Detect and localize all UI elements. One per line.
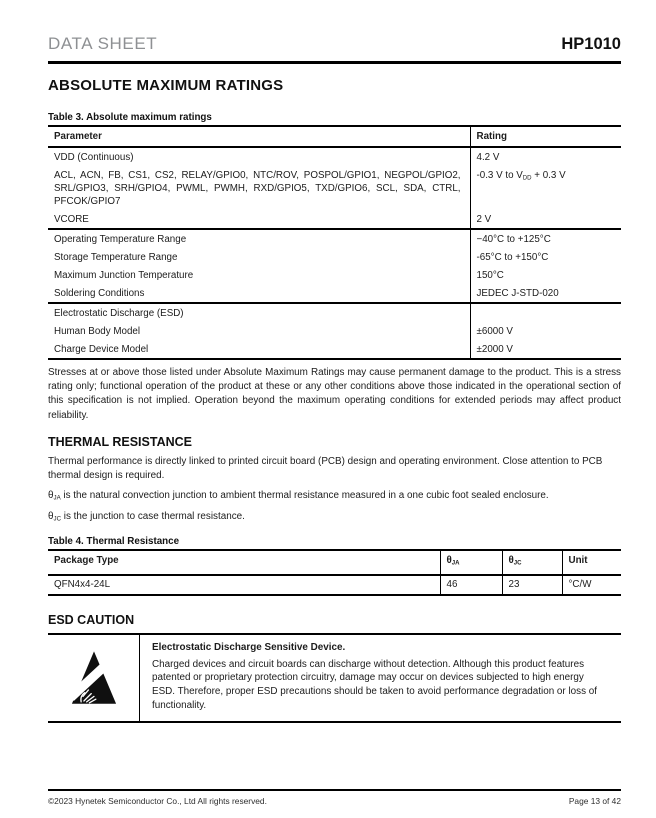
param-cell: Storage Temperature Range [48, 248, 470, 266]
param-cell: Human Body Model [48, 322, 470, 340]
part-number: HP1010 [561, 35, 621, 53]
theta-symbol: θ [508, 555, 514, 567]
rating-cell: ±6000 V [476, 325, 513, 337]
esd-triangle-hand-icon [71, 650, 117, 706]
table-row [48, 147, 621, 166]
table-row [48, 575, 621, 595]
table4-header-row [48, 550, 621, 575]
rating-text: -0.3 V to V [476, 169, 523, 181]
thermal-resistance-title: THERMAL RESISTANCE [48, 434, 192, 449]
table3-header-rating: Rating [470, 126, 621, 147]
esd-icon-cell [48, 635, 140, 721]
esd-caution-title: ESD CAUTION [48, 612, 135, 627]
theta-ja-subscript: JA [53, 494, 61, 502]
page-footer [48, 789, 621, 806]
table-row [48, 303, 621, 322]
table-row [48, 340, 621, 359]
param-cell: ACL, ACN, FB, CS1, CS2, RELAY/GPIO0, NTC/ROV, POSPOL/GPIO1, NEGPOL/GPIO2, SRL/GPIO3, SRH/GPIO4, PWML, PWMH, RXD/GPIO5, TXD/GPIO6, SCL, SDA, CTRL, PFCOK/GPIO7 [48, 166, 470, 210]
table4-header-unit: Unit [562, 550, 621, 575]
param-cell: Charge Device Model [48, 340, 470, 359]
table3-caption: Table 3. Absolute maximum ratings [48, 112, 212, 123]
param-cell: Soldering Conditions [48, 284, 470, 303]
rating-cell: ±2000 V [476, 343, 513, 355]
rating-cell [470, 166, 621, 210]
rating-cell: JEDEC J-STD-020 [476, 287, 559, 299]
param-cell: VCORE [48, 210, 470, 229]
page-title: ABSOLUTE MAXIMUM RATINGS [48, 77, 284, 94]
table-row [48, 322, 621, 340]
rating-cell: 150°C [476, 269, 504, 281]
theta-jc-note [48, 510, 621, 526]
theta-ja-text: is the natural convection junction to ambient thermal resistance measured in a one cubic foot sealed enclosure. [60, 489, 549, 501]
table4-header-theta-jc [502, 550, 562, 575]
rating-cell: −40°C to +125°C [470, 229, 621, 248]
esd-notice-body: Charged devices and circuit boards can discharge without detection. Although this product features patented or proprietary protection circuitry, damage may occur on devices subjected to high energy ESD. Therefore, proper ESD precautions should be taken to avoid performance degradation or loss of functionality. [152, 658, 597, 711]
rating-text: + 0.3 V [531, 169, 566, 181]
theta-jc-subscript: JC [53, 515, 61, 523]
theta-symbol: θ [48, 489, 54, 501]
table-row [48, 248, 621, 266]
theta-symbol: θ [48, 510, 54, 522]
param-cell: Maximum Junction Temperature [48, 266, 470, 284]
esd-caution-box [48, 633, 621, 723]
theta-ja-cell: 46 [440, 575, 502, 595]
esd-notice-title: Electrostatic Discharge Sensitive Device. [152, 641, 346, 653]
table4-header-theta-ja [440, 550, 502, 575]
theta-symbol: θ [446, 555, 452, 567]
package-cell: QFN4x4-24L [48, 575, 440, 595]
table3-header-row [48, 126, 621, 147]
theta-jc-cell: 23 [502, 575, 562, 595]
rating-cell: 4.2 V [476, 151, 500, 163]
absolute-maximum-ratings-table [48, 125, 621, 360]
stress-note: Stresses at or above those listed under Absolute Maximum Ratings may cause permanent damage to the product. This is a stress rating only; functional operation of the product at these or any other conditions above those indicated in the operational section of this specification is not implied. Operation beyond the maximum operating conditions for extended periods may affect product reliability. [48, 367, 621, 421]
esd-text-cell [140, 635, 620, 721]
table-row [48, 284, 621, 303]
param-cell: Operating Temperature Range [48, 229, 470, 248]
param-cell: VDD (Continuous) [48, 147, 470, 166]
thermal-resistance-table [48, 549, 621, 596]
table-row [48, 229, 621, 248]
table3-header-parameter: Parameter [48, 126, 470, 147]
rating-cell: 2 V [476, 213, 492, 225]
copyright-text: ©2023 Hynetek Semiconductor Co., Ltd All rights reserved. [48, 796, 267, 806]
vdd-subscript: DD [522, 175, 532, 181]
theta-jc-subscript: JC [513, 560, 522, 567]
table4-header-package: Package Type [48, 550, 440, 575]
thermal-intro: Thermal performance is directly linked to printed circuit board (PCB) design and operating environment. Close attention to PCB thermal design is required. [48, 455, 603, 482]
table-row [48, 166, 621, 210]
theta-jc-text: is the junction to case thermal resistance. [61, 510, 245, 522]
table-row [48, 266, 621, 284]
page-number: Page 13 of 42 [568, 796, 621, 806]
rating-cell [470, 303, 621, 322]
document-header [48, 34, 621, 64]
table-row [48, 210, 621, 229]
rating-cell: -65°C to +150°C [476, 251, 549, 263]
theta-ja-note [48, 489, 621, 505]
table4-caption: Table 4. Thermal Resistance [48, 536, 180, 548]
param-cell: Electrostatic Discharge (ESD) [48, 303, 470, 322]
doc-type-label: DATA SHEET [48, 34, 158, 53]
theta-ja-subscript: JA [451, 560, 460, 567]
unit-cell: °C/W [568, 579, 592, 591]
